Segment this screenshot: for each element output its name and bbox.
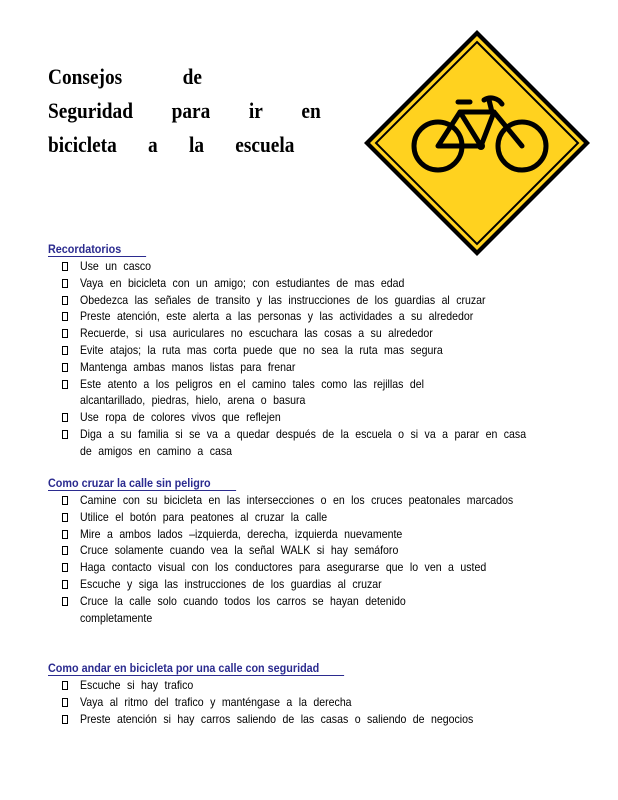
- bullet-box-icon: [62, 546, 68, 555]
- document-title: [48, 60, 321, 162]
- list-item: Vaya en bicicleta con un amigo; con estudiantes de mas edad: [48, 275, 608, 292]
- bullet-box-icon: [62, 597, 68, 606]
- title-line-1: [48, 60, 202, 94]
- section-heading: Como cruzar la calle sin peligro: [48, 476, 236, 491]
- bicycle-warning-sign-icon: [362, 28, 592, 258]
- bullet-box-icon: [62, 329, 68, 338]
- list-item: Mantenga ambas manos listas para frenar: [48, 359, 608, 376]
- list-item: Cruce la calle solo cuando todos los carros se hayan detenido completamente: [48, 593, 608, 627]
- title-line-2: [48, 94, 321, 128]
- section-heading: Recordatorios: [48, 242, 146, 257]
- section-cruzar-calle: [48, 474, 608, 626]
- list-item: Mire a ambos lados –izquierda, derecha, izquierda nuevamente: [48, 526, 608, 543]
- section-recordatorios: [48, 240, 608, 460]
- bullet-box-icon: [62, 363, 68, 372]
- bullet-box-icon: [62, 279, 68, 288]
- bullet-box-icon: [62, 262, 68, 271]
- bullet-box-icon: [62, 296, 68, 305]
- list-item: Escuche si hay trafico: [48, 677, 608, 694]
- list-item: Este atento a los peligros en el camino tales como las rejillas del alcantarillado, piedras, hielo, arena o basura: [48, 376, 608, 410]
- title-word: la: [188, 132, 205, 157]
- bullet-box-icon: [62, 430, 68, 439]
- bullet-box-icon: [62, 312, 68, 321]
- list-item: Camine con su bicicleta en las intersecciones o en los cruces peatonales marcados: [48, 492, 608, 509]
- item-list: [48, 258, 608, 460]
- bullet-box-icon: [62, 496, 68, 505]
- list-item: Preste atención si hay carros saliendo de las casas o saliendo de negocios: [48, 711, 608, 728]
- list-item: Evite atajos; la ruta mas corta puede que no sea la ruta mas segura: [48, 342, 608, 359]
- bullet-box-icon: [62, 715, 68, 724]
- list-item: Vaya al ritmo del trafico y manténgase a la derecha: [48, 694, 608, 711]
- list-item: Escuche y siga las instrucciones de los guardias al cruzar: [48, 576, 608, 593]
- list-item: Utilice el botón para peatones al cruzar la calle: [48, 509, 608, 526]
- title-line-3: [48, 128, 294, 162]
- title-word: a: [148, 132, 158, 157]
- list-item: Recuerde, si usa auriculares no escuchara las cosas a su alrededor: [48, 325, 608, 342]
- list-item: Use ropa de colores vivos que reflejen: [48, 409, 608, 426]
- title-word: para: [171, 98, 211, 123]
- bullet-box-icon: [62, 413, 68, 422]
- item-list: [48, 492, 608, 626]
- title-word: ir: [248, 98, 263, 123]
- title-word: Seguridad: [48, 98, 134, 123]
- bullet-box-icon: [62, 513, 68, 522]
- section-andar-bicicleta: [48, 659, 608, 727]
- list-item: Haga contacto visual con los conductores para asegurarse que lo ven a usted: [48, 559, 608, 576]
- list-item: Preste atención, este alerta a las personas y las actividades a su alrededor: [48, 308, 608, 325]
- bullet-box-icon: [62, 346, 68, 355]
- title-word: en: [301, 98, 321, 123]
- bullet-box-icon: [62, 580, 68, 589]
- bullet-box-icon: [62, 563, 68, 572]
- bullet-box-icon: [62, 530, 68, 539]
- title-word: bicicleta: [48, 132, 117, 157]
- section-heading: Como andar en bicicleta por una calle con seguridad: [48, 661, 344, 676]
- list-item: Cruce solamente cuando vea la señal WALK si hay semáforo: [48, 542, 608, 559]
- list-item: Obedezca las señales de transito y las instrucciones de los guardias al cruzar: [48, 292, 608, 309]
- bullet-box-icon: [62, 380, 68, 389]
- title-word: escuela: [235, 132, 295, 157]
- title-word: Consejos: [48, 64, 123, 89]
- list-item: Use un casco: [48, 258, 608, 275]
- bullet-box-icon: [62, 698, 68, 707]
- bullet-box-icon: [62, 681, 68, 690]
- title-word: de: [182, 64, 202, 89]
- item-list: [48, 677, 608, 727]
- list-item: Diga a su familia si se va a quedar después de la escuela o si va a parar en casa de amigos en camino a casa: [48, 426, 608, 460]
